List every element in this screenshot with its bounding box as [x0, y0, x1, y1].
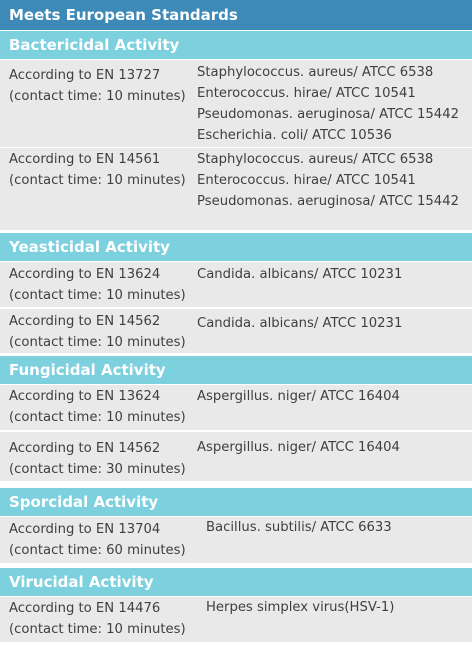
organism-item: Enterococcus. hirae/ ATCC 10541: [197, 173, 416, 188]
organism-cell: [197, 62, 459, 146]
standard-name: According to EN 14562: [9, 314, 161, 329]
organism-item: Aspergillus. niger/ ATCC 16404: [197, 389, 400, 404]
organism-item: Pseudomonas. aeruginosa/ ATCC 15442: [197, 194, 459, 209]
standard-name: According to EN 14561: [9, 152, 161, 167]
table-row: [0, 309, 472, 353]
standard-cell: [9, 311, 186, 353]
organism-cell: [197, 313, 402, 334]
organism-item: Candida. albicans/ ATCC 10231: [197, 267, 403, 282]
standard-cell: [9, 264, 186, 306]
standard-name: According to EN 13727: [9, 68, 161, 83]
organism-cell: [197, 437, 400, 458]
contact-time: (contact time: 10 minutes): [9, 288, 186, 303]
standard-cell: [9, 598, 186, 640]
organism-cell: [197, 149, 459, 212]
contact-time: (contact time: 10 minutes): [9, 335, 186, 350]
organism-item: Staphylococcus. aureus/ ATCC 6538: [197, 152, 434, 167]
contact-time: (contact time: 60 minutes): [9, 543, 186, 558]
standard-name: According to EN 13624: [9, 389, 161, 404]
contact-time: (contact time: 10 minutes): [9, 89, 186, 104]
table-row: [0, 262, 472, 307]
table-row: [0, 597, 472, 642]
section-heading-yeasticidal: Yeasticidal Activity: [0, 233, 472, 261]
table-row: [0, 148, 472, 230]
organism-cell: [197, 386, 400, 407]
table-title: Meets European Standards: [0, 0, 472, 30]
organism-item: Candida. albicans/ ATCC 10231: [197, 316, 403, 331]
standard-name: According to EN 14562: [9, 441, 161, 456]
standard-name: According to EN 13624: [9, 267, 161, 282]
organism-item: Escherichia. coli/ ATCC 10536: [197, 128, 392, 143]
contact-time: (contact time: 30 minutes): [9, 462, 186, 477]
standard-name: According to EN 13704: [9, 522, 161, 537]
table-row: [0, 517, 472, 563]
organism-cell: [206, 597, 394, 618]
standard-cell: [9, 65, 186, 107]
organism-item: Staphylococcus. aureus/ ATCC 6538: [197, 65, 434, 80]
organism-cell: [206, 517, 392, 538]
section-heading-fungicidal: Fungicidal Activity: [0, 356, 472, 384]
standard-cell: [9, 386, 186, 428]
table-row: [0, 385, 472, 430]
standard-cell: [9, 438, 186, 480]
contact-time: (contact time: 10 minutes): [9, 410, 186, 425]
organism-item: Enterococcus. hirae/ ATCC 10541: [197, 86, 416, 101]
organism-item: Pseudomonas. aeruginosa/ ATCC 15442: [197, 107, 459, 122]
standard-cell: [9, 149, 186, 191]
section-heading-sporcidal: Sporcidal Activity: [0, 488, 472, 516]
section-heading-bactericidal: Bactericidal Activity: [0, 31, 472, 59]
section-heading-virucidal: Virucidal Activity: [0, 568, 472, 596]
contact-time: (contact time: 10 minutes): [9, 622, 186, 637]
table-row: [0, 60, 472, 147]
organism-item: Bacillus. subtilis/ ATCC 6633: [206, 520, 392, 535]
organism-item: Aspergillus. niger/ ATCC 16404: [197, 440, 400, 455]
standard-cell: [9, 519, 186, 561]
organism-item: Herpes simplex virus(HSV-1): [206, 600, 395, 615]
contact-time: (contact time: 10 minutes): [9, 173, 186, 188]
standard-name: According to EN 14476: [9, 601, 161, 616]
table-row: [0, 432, 472, 481]
organism-cell: [197, 264, 402, 285]
